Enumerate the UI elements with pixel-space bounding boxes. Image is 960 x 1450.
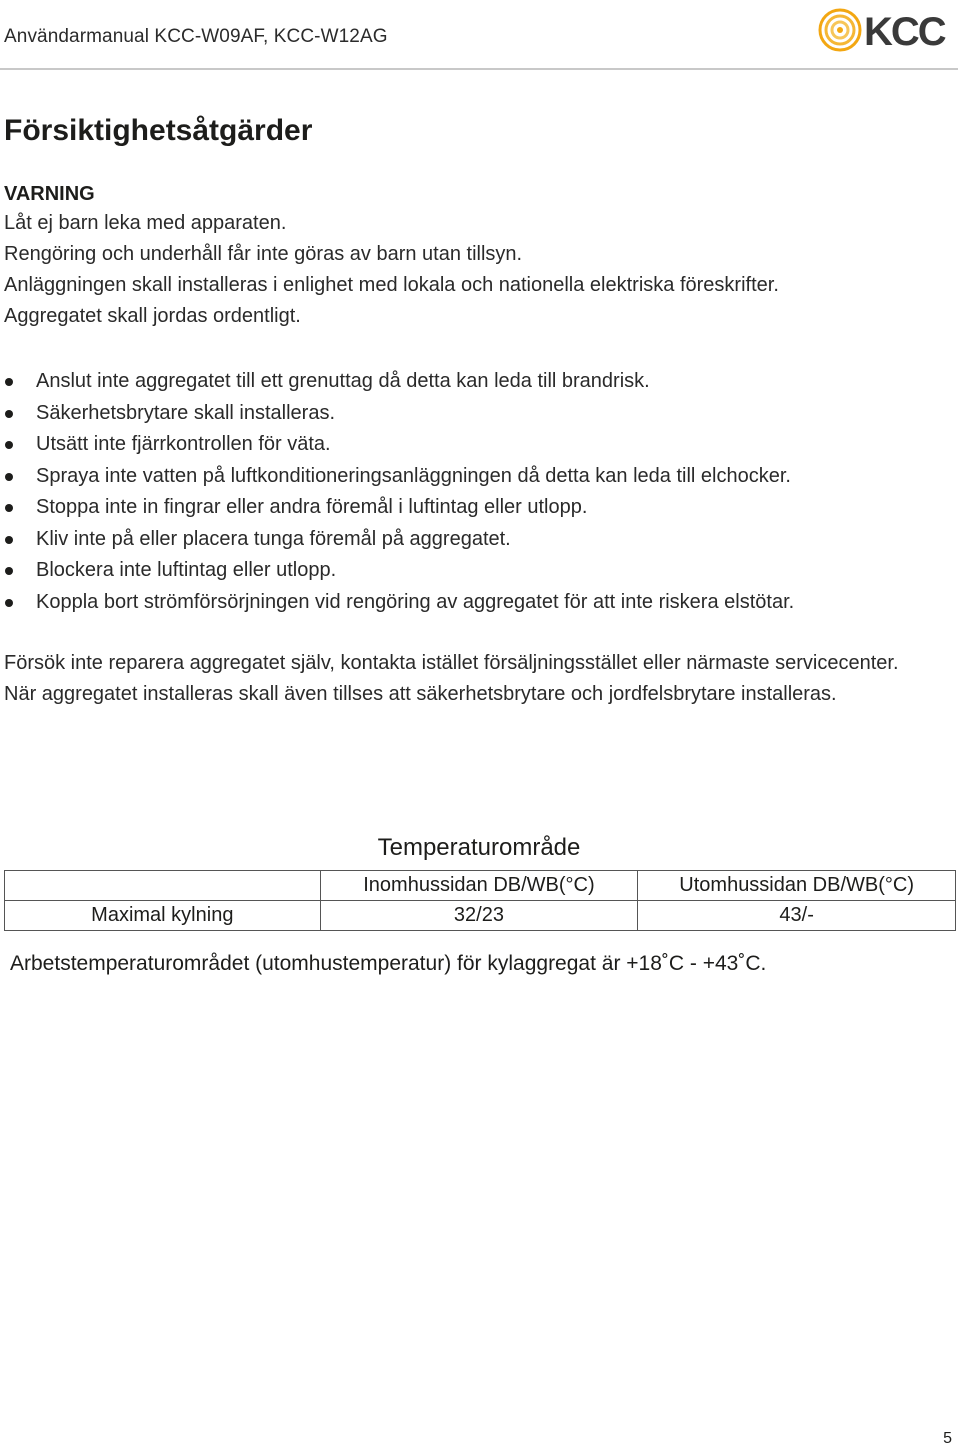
notes-section	[4, 650, 954, 712]
page-title: Försiktighetsåtgärder	[4, 114, 313, 147]
table-cell: 43/-	[638, 901, 956, 931]
bullet-item: Säkerhetsbrytare skall installeras.	[0, 398, 958, 430]
bullet-item: Spraya inte vatten på luftkonditioneringsanläggningen då detta kan leda till elchocker.	[0, 461, 958, 493]
table-cell: 32/23	[320, 901, 638, 931]
warning-heading: VARNING	[4, 183, 95, 205]
header-divider	[0, 68, 958, 70]
page-number: 5	[943, 1430, 952, 1447]
safety-bullet-list	[0, 366, 958, 618]
warning-section	[4, 180, 954, 332]
table-header-cell: Utomhussidan DB/WB(°C)	[638, 871, 956, 901]
temperature-table	[4, 870, 956, 931]
table-header-cell: Inomhussidan DB/WB(°C)	[320, 871, 638, 901]
table-cell: Maximal kylning	[5, 901, 321, 931]
logo-text: KCC	[864, 10, 945, 54]
table-header-cell	[5, 871, 321, 901]
table-header-row	[5, 871, 956, 901]
temperature-table-title: Temperaturområde	[377, 834, 581, 861]
bullet-item: Stoppa inte in fingrar eller andra föremål i luftintag eller utlopp.	[0, 492, 958, 524]
bullet-item: Koppla bort strömförsörjningen vid rengöring av aggregatet för att inte riskera elstötar.	[0, 587, 958, 619]
bullet-item: Kliv inte på eller placera tunga föremål på aggregatet.	[0, 524, 958, 556]
bullet-item: Blockera inte luftintag eller utlopp.	[0, 555, 958, 587]
bullet-item: Utsätt inte fjärrkontrollen för väta.	[0, 429, 958, 461]
table-row	[5, 901, 956, 931]
bullet-item: Anslut inte aggregatet till ett grenuttag då detta kan leda till brandrisk.	[0, 366, 958, 398]
temperature-footnote: Arbetstemperaturområdet (utomhustemperatur) för kylaggregat är +18˚C - +43˚C.	[10, 952, 767, 975]
warning-line: Låt ej barn leka med apparaten.	[4, 212, 287, 234]
kcc-logo	[818, 4, 960, 56]
warning-line: Aggregatet skall jordas ordentligt.	[4, 305, 301, 327]
warning-line: Anläggningen skall installeras i enlighet med lokala och nationella elektriska föreskrifter.	[4, 274, 779, 296]
note-paragraph: Försök inte reparera aggregatet själv, kontakta istället försäljningsstället eller närmaste servicecenter.	[4, 652, 899, 674]
header-title: Användarmanual KCC-W09AF, KCC-W12AG	[4, 26, 388, 47]
logo-rings-icon	[818, 4, 868, 56]
page-header	[0, 0, 960, 70]
warning-line: Rengöring och underhåll får inte göras av barn utan tillsyn.	[4, 243, 523, 265]
note-paragraph: När aggregatet installeras skall även tillses att säkerhetsbrytare och jordfelsbrytare installeras.	[4, 683, 837, 705]
